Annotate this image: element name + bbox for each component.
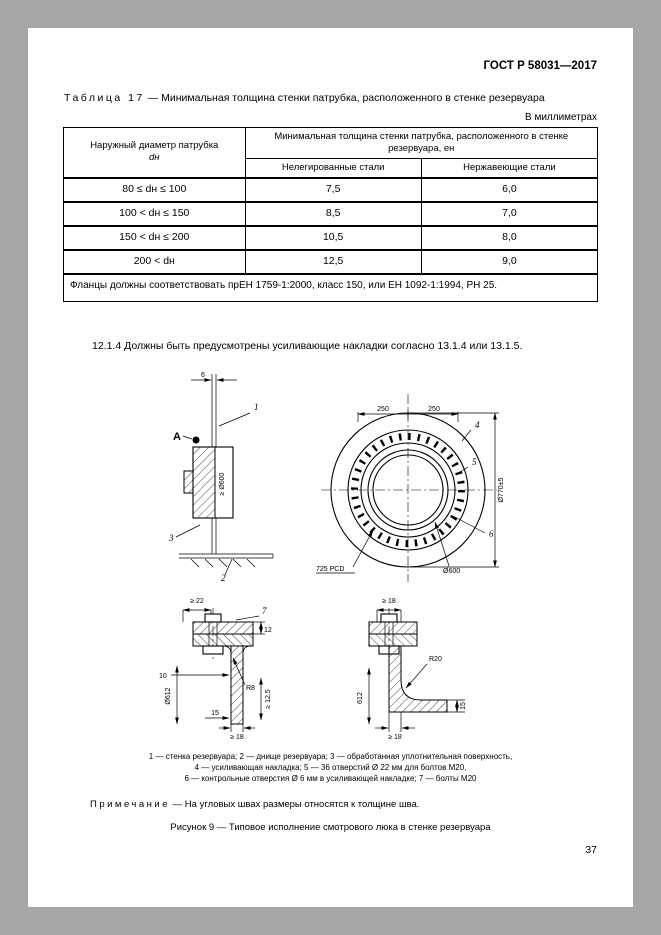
figure-legend	[28, 751, 633, 784]
table-caption	[64, 92, 545, 104]
page-number: 37	[585, 844, 597, 856]
paragraph-12-1-4: 12.1.4 Должны быть предусмотрены усиливающие накладки согласно 13.1.4 или 13.1.5.	[92, 340, 523, 352]
cell-stainless: 7,0	[421, 202, 597, 226]
cover-flange-plate	[369, 622, 417, 634]
cell-stainless: 9,0	[421, 250, 597, 274]
table-row	[64, 226, 598, 250]
note-label: Примечание	[90, 799, 170, 810]
table-footnote-row	[64, 274, 598, 302]
d612-dim: 612	[357, 692, 364, 704]
standard-header: ГОСТ Р 58031—2017	[483, 60, 597, 72]
t10-dim: 10	[159, 673, 167, 680]
bolt-head	[205, 614, 221, 622]
detail-a-marker: A	[173, 431, 181, 443]
table-footnote: Фланцы должны соответствовать прЕН 1759-1:2000, класс 150, или ЕН 1092-1:1994, РН 25.	[64, 274, 598, 302]
detail-a-point	[193, 437, 200, 444]
neck-flange-plate	[369, 634, 417, 646]
table-caption-label: Таблица 17	[64, 92, 145, 104]
flange-diameter-dim: Ø770±5	[498, 477, 505, 503]
table-row	[64, 178, 598, 202]
t12-dim: 12	[264, 627, 272, 634]
ge22-dim: ≥ 22	[190, 598, 204, 605]
bolt-nut	[203, 646, 223, 654]
table-row	[64, 250, 598, 274]
column-header-stainless: Нержавеющие стали	[421, 158, 597, 177]
cover-flange-plate	[193, 622, 253, 634]
table-header-row-1	[64, 128, 598, 159]
cell-unalloyed: 10,5	[245, 226, 421, 250]
figure-legend-line: 6 — контрольные отверстия Ø 6 мм в усиливающей накладке; 7 — болты М20	[184, 774, 477, 783]
cell-range: 100 < dн ≤ 150	[64, 202, 246, 226]
cell-range: 80 ≤ dн ≤ 100	[64, 178, 246, 202]
item-5-label: 5	[472, 457, 477, 467]
item-2-label: 2	[221, 573, 226, 583]
manhole-neck-section	[231, 646, 243, 724]
table-row	[64, 202, 598, 226]
column-header-thickness: Минимальная толщина стенки патрубка, расположенного в стенке резервуара, eн	[245, 128, 597, 159]
cell-range: 150 < dн ≤ 200	[64, 226, 246, 250]
figure-caption: Рисунок 9 — Типовое исполнение смотрового люка в стенке резервуара	[170, 822, 491, 833]
figure-legend-line: 4 — усиливающая накладка; 5 — 36 отверстий Ø 22 мм для болтов М20,	[194, 763, 467, 772]
table-caption-text: — Минимальная толщина стенки патрубка, расположенного в стенке резервуара	[147, 92, 545, 104]
pcd-label: 725 PCD	[316, 566, 345, 573]
min-diameter-label: ≥ Ø600	[219, 472, 226, 496]
dim-250-right: 250	[428, 406, 440, 413]
dia612-dim: Ø612	[165, 687, 172, 705]
table-17	[63, 127, 598, 302]
item-3-label: 3	[169, 533, 174, 543]
wall-thickness-dim: 6	[201, 372, 205, 379]
ge12-5-dim: ≥ 12,5	[265, 689, 272, 709]
column-header-diameter-text: Наружный диаметр патрубка	[90, 140, 219, 152]
item-4-label: 4	[475, 420, 480, 430]
units-label: В миллиметрах	[525, 112, 597, 123]
detail-a-left	[159, 598, 272, 741]
neck-flange-plate	[193, 634, 253, 646]
ge18-top-dim: ≥ 18	[382, 598, 396, 605]
cell-range: 200 < dн	[64, 250, 246, 274]
detail-a-right	[357, 598, 467, 741]
item-1-label: 1	[254, 402, 259, 412]
flange-front-view	[316, 394, 505, 582]
side-view-drawing	[168, 372, 273, 583]
dim-250-left: 250	[377, 406, 389, 413]
column-header-diameter	[64, 128, 246, 178]
document-page	[28, 28, 633, 907]
cell-unalloyed: 12,5	[245, 250, 421, 274]
r20-label: R20	[429, 656, 442, 663]
manhole-nub	[184, 471, 193, 493]
t15-right-dim: 15	[460, 702, 467, 710]
ge18-dim: ≥ 18	[230, 734, 244, 741]
figure-9-drawing	[33, 368, 593, 746]
cell-unalloyed: 7,5	[245, 178, 421, 202]
column-header-diameter-symbol: dн	[149, 152, 160, 164]
t15-dim: 15	[211, 710, 219, 717]
cell-stainless: 6,0	[421, 178, 597, 202]
opening-diameter-label: Ø600	[443, 568, 461, 575]
item-7-label: 7	[262, 606, 267, 616]
figure-note	[90, 799, 419, 810]
cell-stainless: 8,0	[421, 226, 597, 250]
figure-legend-line: 1 — стенка резервуара; 2 — днище резервуара; 3 — обработанная уплотнительная поверхность,	[148, 752, 513, 761]
r8-label: R8	[246, 685, 255, 692]
ge18-bottom-dim: ≥ 18	[388, 734, 402, 741]
cell-unalloyed: 8,5	[245, 202, 421, 226]
column-header-unalloyed: Нелегированные стали	[245, 158, 421, 177]
bolt-head	[381, 614, 397, 622]
note-text: — На угловых швах размеры относятся к толщине шва.	[172, 799, 420, 810]
item-6-label: 6	[489, 529, 494, 539]
